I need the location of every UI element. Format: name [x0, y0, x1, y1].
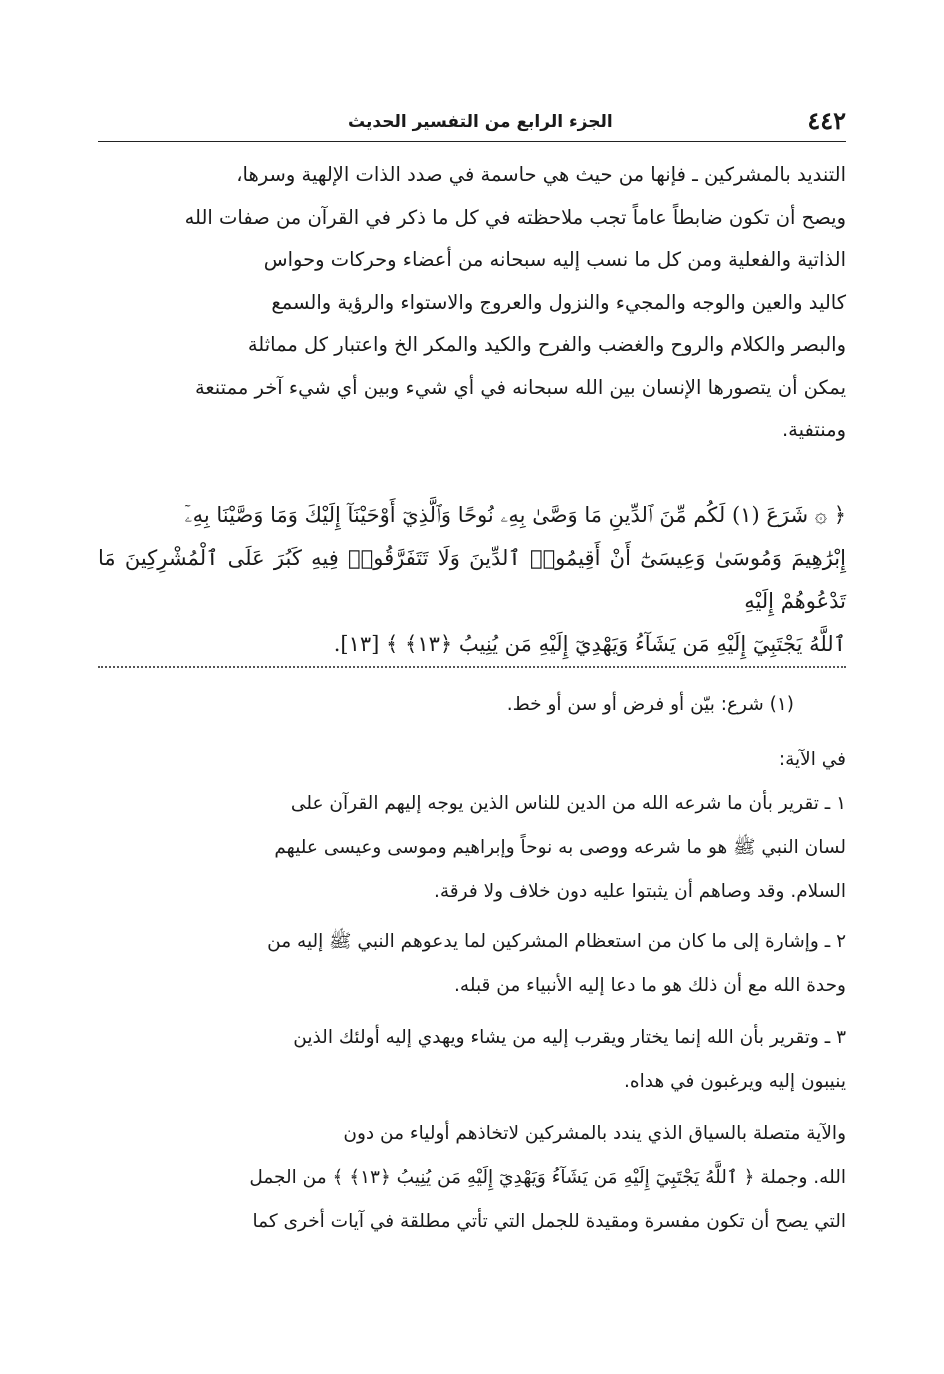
verse-line: ٱللَّهُ يَجْتَبِيٓ إِلَيْهِ مَن يَشَآءُ وَيَهْدِيٓ إِلَيْهِ مَن يُنِيبُ ﴿١٣﴾ ﴾ [١٣].	[333, 632, 846, 656]
text-line: لسان النبي ﷺ هو ما شرعه ووصى به نوحاً وإبراهيم وموسى وعيسى عليهم	[274, 837, 846, 858]
text-line: ٢ ـ وإشارة إلى ما كان من استعظام المشركين لما يدعوهم النبي ﷺ إليه من	[267, 931, 846, 952]
text-line: وحدة الله مع أن ذلك هو ما دعا إليه الأنبياء من قبله.	[454, 975, 846, 996]
text-line: ويصح أن تكون ضابطاً عاماً تجب ملاحظته في كل ما ذكر في القرآن من صفات الله	[184, 205, 846, 229]
verse-line: ﴿ ۞ شَرَعَ (١) لَكُم مِّنَ ٱلدِّينِ مَا وَصَّىٰ بِهِۦ نُوحًا وَٱلَّذِيٓ أَوْحَيْنَآ إِلَيْكَ وَمَا وَصَّيْنَا بِهِۦٓ	[184, 503, 846, 527]
footnote-separator	[98, 666, 846, 668]
point-3	[98, 1016, 846, 1104]
text-line: ١ ـ تقرير بأن ما شرعه الله من الدين للناس الذين يوجه إليهم القرآن على	[290, 793, 846, 814]
text-line: ٣ ـ وتقرير بأن الله إنما يختار ويقرب إليه من يشاء ويهدي إليه أولئك الذين	[293, 1027, 846, 1048]
text-line: والآية متصلة بالسياق الذي يندد بالمشركين لاتخاذهم أولياء من دون	[343, 1123, 846, 1144]
text-line: يمكن أن يتصورها الإنسان بين الله سبحانه في أي شيء وبين أي شيء آخر ممتنعة	[194, 375, 846, 399]
text-line: ومنتفية.	[781, 418, 846, 441]
text-line: التنديد بالمشركين ـ فإنها من حيث هي حاسمة في صدد الذات الإلهية وسرها،	[236, 163, 846, 186]
verse-line: إِبْرَٰهِيمَ وَمُوسَىٰ وَعِيسَىٰٓ أَنْ أَقِيمُوا۟ ٱلدِّينَ وَلَا تَتَفَرَّقُوا۟ فِيهِ كَبُرَ عَلَى ٱلْمُشْرِكِينَ مَا تَدْعُوهُمْ إِلَيْهِ	[98, 546, 846, 613]
running-title: الجزء الرابع من التفسير الحديث	[348, 112, 613, 132]
page-header	[98, 102, 846, 142]
point-1	[98, 782, 846, 914]
text-line: السلام. وقد وصاهم أن يثبتوا عليه دون خلاف ولا فرقة.	[434, 881, 846, 902]
text-line: الله. وجملة ﴿ ٱللَّهُ يَجْتَبِيٓ إِلَيْهِ مَن يَشَآءُ وَيَهْدِيٓ إِلَيْهِ مَن يُنِيبُ ﴿١٣﴾ ﴾ من الجمل	[249, 1167, 846, 1188]
text-line: والبصر والكلام والروح والغضب والفرح والكيد والمكر الخ واعتبار كل مماثلة	[247, 333, 846, 356]
text-line: ينيبون إليه ويرغبون في هداه.	[624, 1071, 846, 1092]
closing-paragraph	[98, 1112, 846, 1244]
text-line: كاليد والعين والوجه والمجيء والنزول والعروج والاستواء والرؤية والسمع	[271, 290, 846, 314]
page-number: ٤٤٢	[807, 106, 846, 135]
text-line: الذاتية والفعلية ومن كل ما نسب إليه سبحانه من أعضاء وحركات وحواس	[263, 248, 846, 271]
section-heading: في الآية:	[778, 749, 846, 770]
intro-paragraph	[98, 154, 846, 452]
point-2	[98, 920, 846, 1008]
header-rule	[98, 141, 846, 142]
text-line: التي يصح أن تكون مفسرة ومقيدة للجمل التي تأتي مطلقة في آيات أخرى كما	[252, 1211, 846, 1232]
footnote: (١) شرع: بيّن أو فرض أو سن أو خط.	[506, 694, 794, 715]
quran-verse-block	[98, 494, 846, 666]
